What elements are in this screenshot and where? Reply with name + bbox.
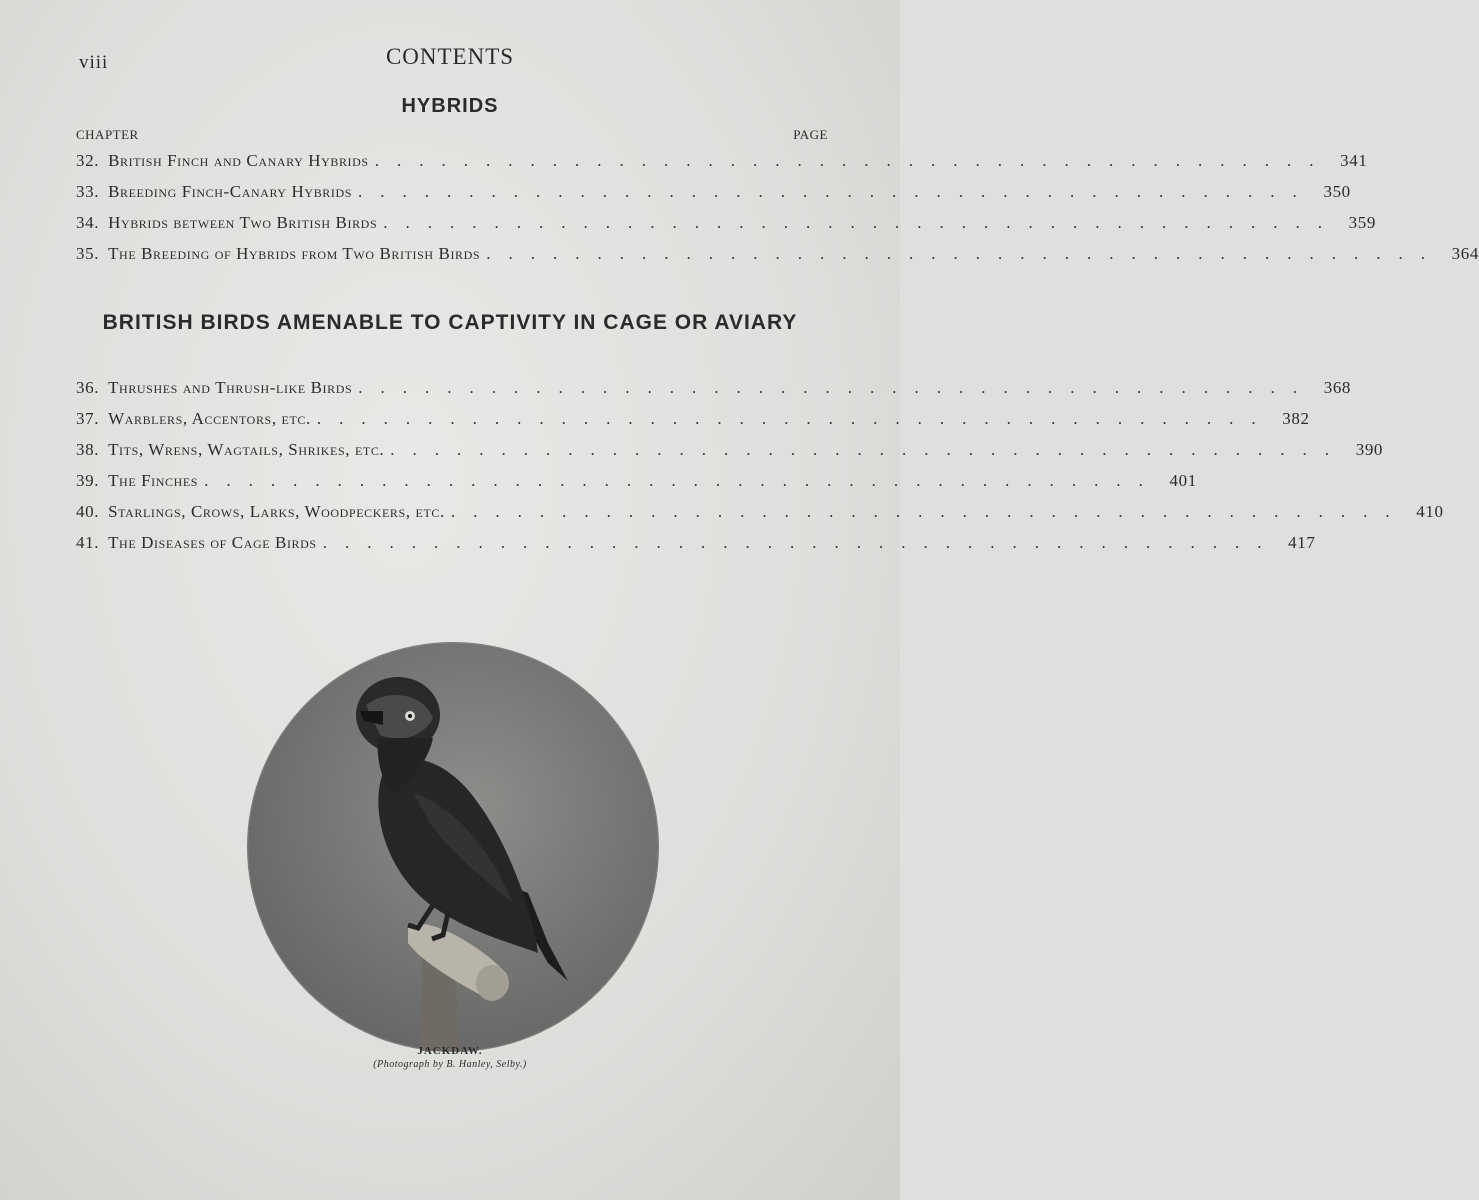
toc-entry[interactable] bbox=[76, 182, 1351, 213]
dot-leader: ........................................... bbox=[358, 378, 1316, 397]
chapter-title: Hybrids between Two British Birds bbox=[108, 213, 378, 232]
chapter-page: 350 bbox=[1323, 182, 1351, 201]
chapter-page: 364 bbox=[1451, 244, 1479, 263]
chapter-page: 390 bbox=[1355, 440, 1384, 459]
chapter-number: 40. bbox=[76, 502, 100, 521]
chapter-page: 401 bbox=[1169, 471, 1197, 490]
chapter-title: Tits, Wrens, Wagtails, Shrikes, etc. bbox=[108, 440, 385, 459]
photo-credit: (Photograph by B. Hanley, Selby.) bbox=[373, 1059, 527, 1070]
toc-entry[interactable] bbox=[76, 244, 1479, 275]
chapter-title: Thrushes and Thrush-like Birds bbox=[108, 378, 353, 397]
chapter-page: 368 bbox=[1323, 378, 1352, 397]
chapter-number: 38. bbox=[76, 440, 100, 459]
page-column-label: PAGE bbox=[793, 127, 828, 142]
dot-leader: ........................................... bbox=[204, 471, 1161, 490]
chapter-page: 382 bbox=[1282, 409, 1310, 428]
chapter-number: 33. bbox=[76, 182, 100, 201]
toc-list-british-birds bbox=[76, 378, 1444, 564]
dot-leader: ........................................... bbox=[486, 244, 1443, 263]
toc-entry[interactable] bbox=[76, 151, 1368, 182]
dot-leader: ........................................... bbox=[390, 440, 1348, 459]
toc-entry[interactable] bbox=[76, 213, 1376, 244]
chapter-number: 41. bbox=[76, 533, 100, 552]
chapter-title: Warblers, Accentors, etc. bbox=[108, 409, 311, 428]
chapter-number: 34. bbox=[76, 213, 100, 232]
dot-leader: ........................................... bbox=[316, 409, 1274, 428]
toc-entry[interactable] bbox=[76, 409, 1310, 440]
chapter-page: 359 bbox=[1348, 213, 1376, 232]
section-title-hybrids: HYBRIDS bbox=[401, 95, 499, 117]
toc-entry[interactable] bbox=[76, 471, 1197, 502]
caption-title: JACKDAW. bbox=[417, 1045, 483, 1057]
page-number: viii bbox=[79, 52, 109, 73]
dot-leader: ........................................... bbox=[358, 182, 1315, 201]
jackdaw-illustration bbox=[248, 643, 658, 1051]
chapter-title: The Diseases of Cage Birds bbox=[108, 533, 317, 552]
chapter-number: 37. bbox=[76, 409, 100, 428]
toc-list-hybrids bbox=[76, 151, 1479, 275]
plate-caption bbox=[0, 1045, 900, 1070]
chapter-column-label: CHAPTER bbox=[76, 127, 139, 142]
dot-leader: ........................................... bbox=[383, 213, 1340, 232]
chapter-page: 410 bbox=[1416, 502, 1444, 521]
chapter-title: British Finch and Canary Hybrids bbox=[108, 151, 369, 170]
toc-entry[interactable] bbox=[76, 502, 1444, 533]
chapter-number: 35. bbox=[76, 244, 100, 263]
dot-leader: ........................................... bbox=[374, 151, 1332, 170]
toc-entry[interactable] bbox=[76, 440, 1384, 471]
chapter-title: The Breeding of Hybrids from Two British Birds bbox=[108, 244, 481, 263]
chapter-number: 36. bbox=[76, 378, 100, 397]
running-head: CONTENTS bbox=[385, 44, 515, 69]
dot-leader: ........................................... bbox=[322, 533, 1280, 552]
chapter-number: 39. bbox=[76, 471, 100, 490]
chapter-title: The Finches bbox=[108, 471, 199, 490]
chapter-title: Breeding Finch-Canary Hybrids bbox=[108, 182, 353, 201]
chapter-number: 32. bbox=[76, 151, 100, 170]
toc-entry[interactable] bbox=[76, 533, 1316, 564]
chapter-page: 341 bbox=[1340, 151, 1368, 170]
dot-leader: ........................................... bbox=[450, 502, 1408, 521]
section-title-british-birds: BRITISH BIRDS AMENABLE TO CAPTIVITY IN CAGE OR AVIARY bbox=[102, 311, 798, 334]
toc-entry[interactable] bbox=[76, 378, 1352, 409]
chapter-page: 417 bbox=[1288, 533, 1316, 552]
jackdaw-photograph bbox=[248, 643, 658, 1051]
chapter-title: Starlings, Crows, Larks, Woodpeckers, etc. bbox=[108, 502, 445, 521]
